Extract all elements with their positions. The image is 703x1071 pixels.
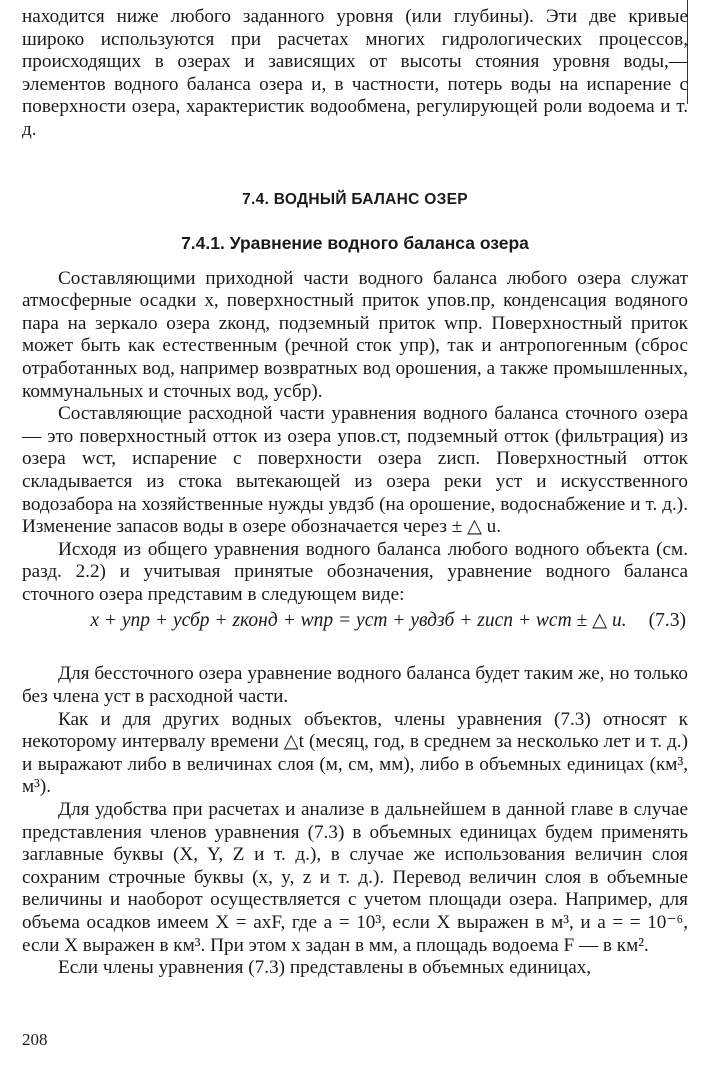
document-page bbox=[22, 6, 688, 980]
paragraph-units: Для удобства при расчетах и анализе в дальнейшем в данной главе в случае представления членов уравнения (7.3) в объемных единицах будем применять заглавные буквы (X, Y, Z и т. д.), в случае же использования величин слоя сохраним строчные буквы (x, y, z и т. д.). Перевод величин слоя в объемные величины и наоборот осуществляется с учетом площади озера. Например, для объема осадков имеем X = axF, где a = 10³, если X выражен в м³, и a = = 10⁻⁶, если X выражен в км³. При этом x задан в мм, а площадь водоема F — в км². bbox=[22, 799, 688, 956]
paragraph-outflow: Составляющие расходной части уравнения водного баланса сточного озера — это поверхностный отток из озера yпов.ст, подземный отток (фильтрация) из озера wст, испарение с поверхности озера zисп. Поверхностный отток складывается из стока вытекающей из озера реки yст и искусственного водозабора на хозяйственные нужды yвдзб (на орошение, водоснабжение и т. д.). Изменение запасов воды в озере обозначается через ± △ u. bbox=[22, 403, 688, 538]
page-number: 208 bbox=[22, 1030, 48, 1049]
equation-number: (7.3) bbox=[648, 610, 686, 632]
paragraph-continuation: находится ниже любого заданного уровня (или глубины). Эти две кривые широко используются при расчетах многих гидрологических процессов, происходящих в озерах и зависящих от высоты стояния уровня воды,— элементов водного баланса озера и, в частности, потерь воды на испарение с поверхности озера, характеристик водообмена, регулирующей роли водоема и т. д. bbox=[22, 6, 688, 140]
paragraph-equation-intro: Исходя из общего уравнения водного баланса любого водного объекта (см. разд. 2.2) и учитывая принятые обозначения, уравнение водного баланса сточного озера представим в следующем виде: bbox=[22, 538, 688, 605]
equation-7-3 bbox=[22, 609, 688, 633]
equation-body: x + yпр + yсбр + zконд + wпр = yст + yвдзб + zисп + wст ± △ u. bbox=[90, 610, 627, 632]
subsection-title: 7.4.1. Уравнение водного баланса озера bbox=[181, 232, 529, 253]
paragraph-time-interval: Как и для других водных объектов, члены уравнения (7.3) относят к некоторому интервалу времени △t (месяц, год, в среднем за несколько лет и т. д.) и выражают либо в величинах слоя (м, см, мм), либо в объемных единицах (км³, м³). bbox=[22, 708, 688, 798]
paragraph-last: Если члены уравнения (7.3) представлены в объемных единицах, bbox=[58, 957, 592, 979]
paragraph-endorheic: Для бессточного озера уравнение водного баланса будет таким же, но только без члена yст в расходной части. bbox=[22, 663, 688, 708]
section-title: 7.4. ВОДНЫЙ БАЛАНС ОЗЕР bbox=[242, 190, 468, 208]
paragraph-inflow: Составляющими приходной части водного баланса любого озера служат атмосферные осадки x, поверхностный приток yпов.пр, конденсация водяного пара на зеркало озера zконд, подземный приток wпр. Поверхностный приток может быть как естественным (речной сток yпр), так и антропогенным (сброс отработанных вод, например возвратных вод орошения, а также промышленных, коммунальных и сточных вод, yсбр). bbox=[22, 267, 688, 402]
